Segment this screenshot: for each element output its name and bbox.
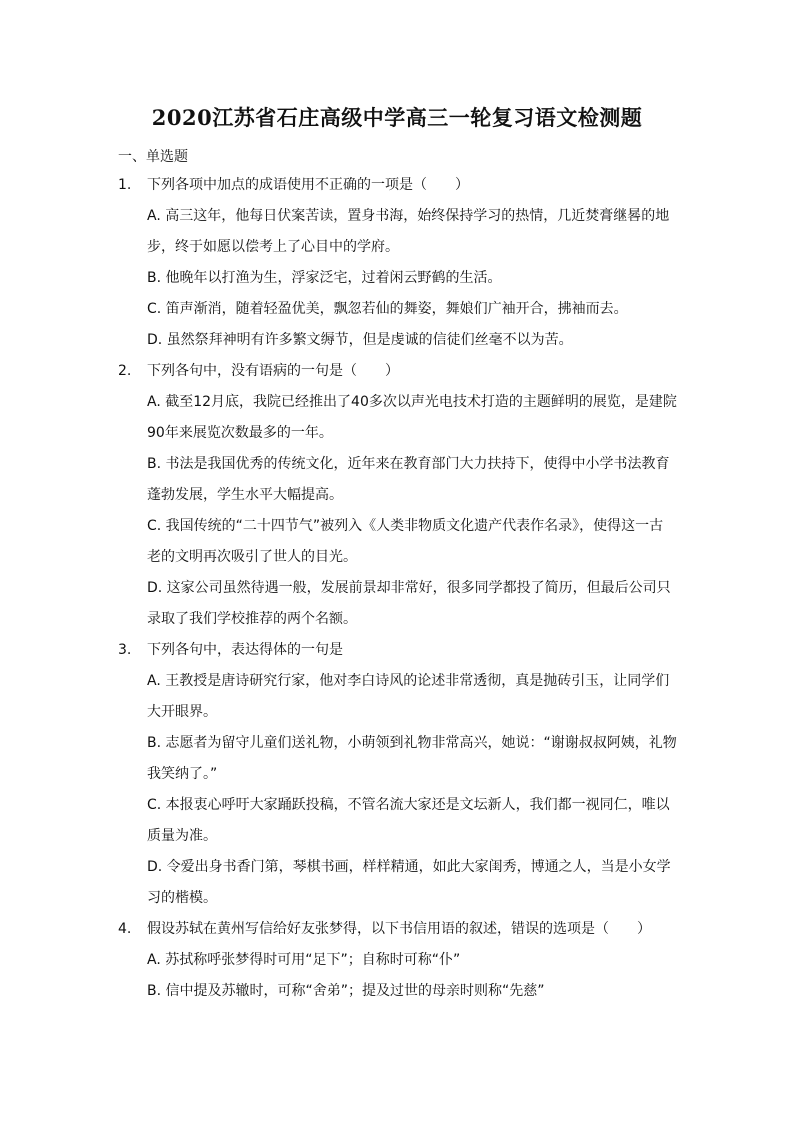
question-3 [0, 635, 794, 914]
question-stem-row [0, 914, 794, 945]
option-a: A. 高三这年，他每日伏案苦读，置身书海，始终保持学习的热情，几近焚膏继晷的地步，终于如愿以偿考上了心目中的学府。 [147, 208, 670, 255]
question-stem-row [0, 635, 794, 666]
option-a: A. 王教授是唐诗研究行家，他对李白诗风的论述非常透彻，真是抛砖引玉，让同学们大开眼界。 [147, 673, 670, 720]
option-c: C. 我国传统的“二十四节气”被列入《人类非物质文化遗产代表作名录》，使得这一古老的文明再次吸引了世人的目光。 [147, 518, 664, 565]
question-stem: 假设苏轼在黄州写信给好友张梦得，以下书信用语的叙述，错误的选项是（ ） [147, 921, 651, 937]
question-list [0, 170, 794, 1007]
question-stem: 下列各句中，没有语病的一句是（ ） [147, 363, 399, 379]
question-number: 4. [118, 921, 132, 937]
question-number: 1. [118, 177, 132, 193]
option-b: B. 信中提及苏辙时，可称“舍弟”；提及过世的母亲时则称“先慈” [147, 983, 545, 999]
question-4 [0, 914, 794, 1007]
option-c: C. 本报衷心呼吁大家踊跃投稿，不管名流大家还是文坛新人，我们都一视同仁，唯以质量为准。 [147, 797, 670, 844]
option-b: B. 志愿者为留守儿童们送礼物，小萌领到礼物非常高兴，她说：“谢谢叔叔阿姨，礼物我笑纳了。” [147, 735, 677, 782]
question-1 [0, 170, 794, 356]
option-a: A. 截至12月底，我院已经推出了40多次以声光电技术打造的主题鲜明的展览，是建院90年来展览次数最多的一年。 [147, 394, 677, 441]
option-b: B. 书法是我国优秀的传统文化，近年来在教育部门大力扶持下，使得中小学书法教育蓬勃发展，学生水平大幅提高。 [147, 456, 670, 503]
question-stem-row [0, 356, 794, 387]
section-heading: 一、单选题 [118, 149, 188, 165]
question-2 [0, 356, 794, 635]
question-stem-row [0, 170, 794, 201]
question-stem: 下列各句中，表达得体的一句是 [147, 642, 343, 658]
option-d: D. 虽然祭拜神明有许多繁文缛节，但是虔诚的信徒们丝毫不以为苦。 [147, 332, 573, 348]
option-c: C. 笛声渐消，随着轻盈优美，飘忽若仙的舞姿，舞娘们广袖开合，拂袖而去。 [147, 301, 628, 317]
question-stem: 下列各项中加点的成语使用不正确的一项是（ ） [147, 177, 469, 193]
question-number: 2. [118, 363, 132, 379]
option-b: B. 他晚年以打渔为生，浮家泛宅，过着闲云野鹤的生活。 [147, 270, 502, 286]
document-title: 2020江苏省石庄高级中学高三一轮复习语文检测题 [151, 105, 643, 130]
option-d: D. 这家公司虽然待遇一般，发展前景却非常好，很多同学都投了简历，但最后公司只录取了我们学校推荐的两个名额。 [147, 580, 671, 627]
option-a: A. 苏拭称呼张梦得时可用“足下”；自称时可称“仆” [147, 952, 461, 968]
option-d: D. 令爱出身书香门第，琴棋书画，样样精通，如此大家闺秀，博通之人，当是小女学习的楷模。 [147, 859, 671, 906]
question-number: 3. [118, 642, 132, 658]
